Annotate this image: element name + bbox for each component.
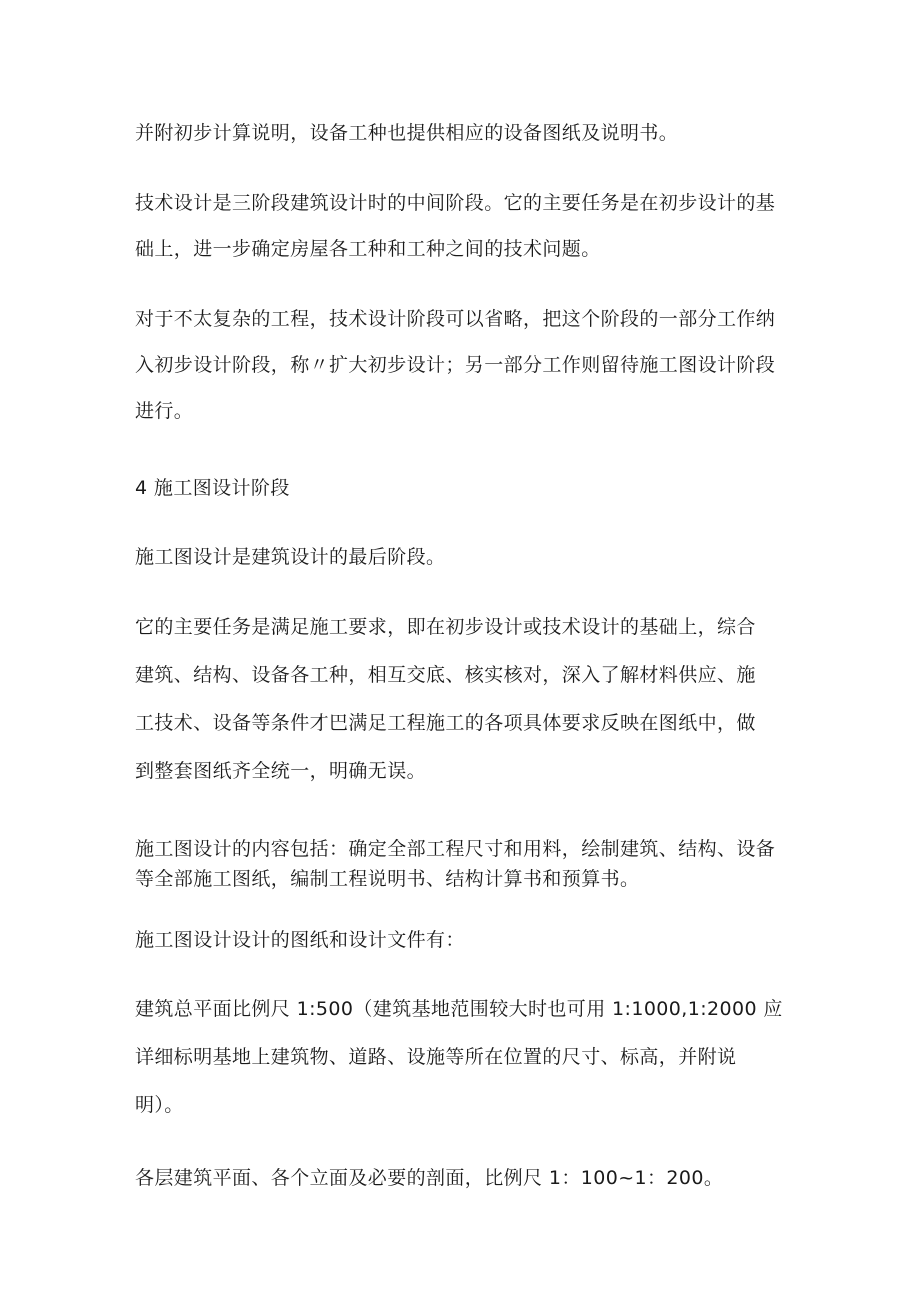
paragraph-5 [135, 545, 795, 569]
text-line: 建筑、结构、设备各工种，相互交底、核实核对，深入了解材料供应、施 [135, 664, 756, 686]
text-line: 各层建筑平面、各个立面及必要的剖面，比例尺 1：100~1：200。 [135, 1167, 724, 1189]
heading-text: 4 施工图设计阶段 [135, 477, 290, 499]
text-line: 等全部施工图纸，编制工程说明书、结构计算书和预算书。 [135, 868, 640, 890]
text-line: 施工图设计设计的图纸和设计文件有： [135, 929, 465, 951]
text-line: 础上，进一步确定房屋各工种和工种之间的技术问题。 [135, 238, 601, 260]
text-line: 进行。 [135, 400, 194, 422]
text-line: 并附初步计算说明，设备工种也提供相应的设备图纸及说明书。 [135, 122, 679, 144]
paragraph-7 [135, 837, 795, 897]
text-line: 建筑总平面比例尺 1:500（建筑基地范围较大时也可用 1:1000,1:2000 应 [135, 998, 783, 1020]
paragraph-6 [135, 615, 795, 807]
text-line: 施工图设计的内容包括：确定全部工程尺寸和用料，绘制建筑、结构、设备 [135, 838, 776, 860]
paragraph-2 [135, 191, 795, 283]
text-line: 详细标明基地上建筑物、道路、设施等所在位置的尺寸、标高，并附说 [135, 1046, 737, 1068]
text-line: 入初步设计阶段，称〃扩大初步设计；另一部分工作则留待施工图设计阶段 [135, 354, 776, 376]
text-line: 对于不太复杂的工程，技术设计阶段可以省略，把这个阶段的一部分工作纳 [135, 308, 776, 330]
section-heading [135, 476, 795, 500]
paragraph-10 [135, 1166, 795, 1190]
paragraph-3 [135, 307, 795, 445]
text-line: 工技术、设备等条件才巴满足工程施工的各项具体要求反映在图纸中，做 [135, 712, 756, 734]
text-line: 施工图设计是建筑设计的最后阶段。 [135, 546, 446, 568]
paragraph-9 [135, 997, 795, 1141]
text-line: 到整套图纸齐全统一，明确无误。 [135, 760, 427, 782]
text-line: 技术设计是三阶段建筑设计时的中间阶段。它的主要任务是在初步设计的基 [135, 192, 776, 214]
text-line: 明）。 [135, 1094, 184, 1116]
text-line: 它的主要任务是满足施工要求，即在初步设计或技术设计的基础上，综合 [135, 616, 756, 638]
paragraph-1 [135, 121, 795, 145]
paragraph-8 [135, 928, 795, 952]
